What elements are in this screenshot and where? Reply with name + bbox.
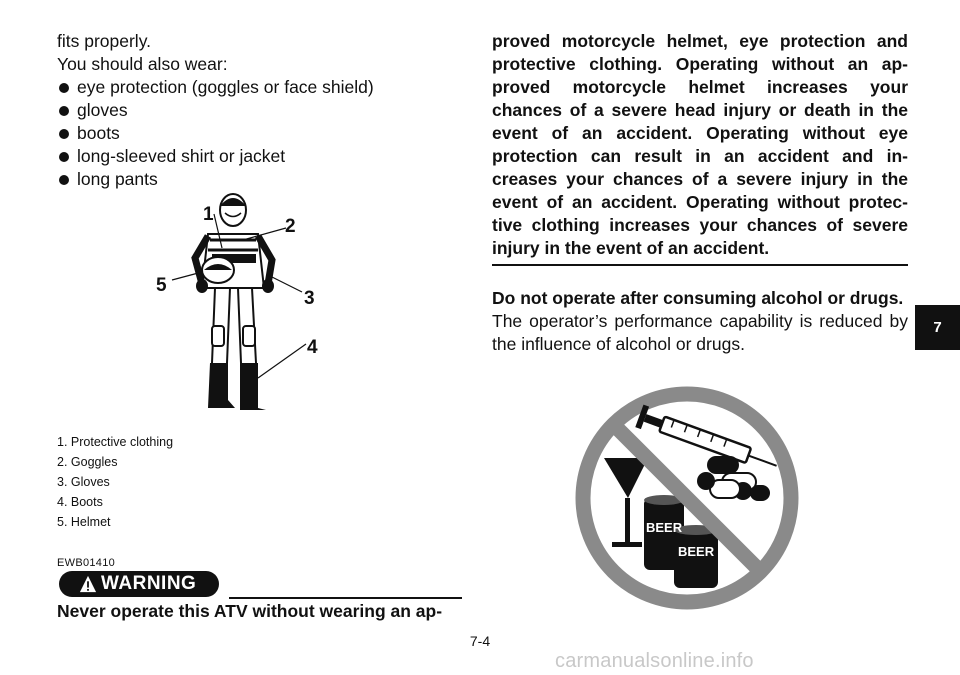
warning-badge [59, 571, 219, 597]
bullet-icon [59, 129, 69, 139]
warning-label: WARNING [101, 573, 197, 594]
bullet-item: boots [57, 122, 462, 145]
warning-text: Never operate this ATV without wearing an ap- [57, 601, 443, 621]
watermark: carmanualsonline.info [555, 650, 754, 672]
callout-number-3: 3 [304, 288, 315, 309]
alcohol-text: The operator’s performance capability is reduced by the influence of alcohol or drugs. [492, 311, 908, 354]
intro-line-1: fits properly. [57, 31, 152, 51]
left-column [57, 30, 462, 191]
warning-code: EWB01410 [57, 557, 116, 569]
bullet-item: eye protection (goggles or face shield) [57, 76, 462, 99]
bullet-icon [59, 106, 69, 116]
callout-item: 5. Helmet [57, 515, 111, 529]
bullet-icon [59, 83, 69, 93]
bullet-item: long pants [57, 168, 462, 191]
can-label: BEER [646, 520, 683, 535]
bullet-item: gloves [57, 99, 462, 122]
callout-number-5: 5 [156, 275, 167, 296]
intro-line-2: You should also wear: [57, 54, 228, 74]
callout-number-2: 2 [285, 216, 296, 237]
callout-list [57, 432, 173, 532]
right-column [492, 30, 908, 356]
warning-header [57, 570, 462, 600]
callout-number-1: 1 [203, 204, 214, 225]
warning-continuation: proved motorcycle helmet, eye protection and protective clothing. Operating without an ap-proved motorcycle helmet increases your chances of a severe head injury or death in the event of an accident. Operating without eye protection can result in an accident and in-creases your chances of a severe injury in the event of an accident. Operating without protec-tive clothing increases your chances of severe injury in the event of an accident. [492, 31, 908, 258]
no-alcohol-drugs-illustration [572, 380, 802, 610]
bullet-icon [59, 175, 69, 185]
callout-item: 2. Goggles [57, 455, 118, 469]
alcohol-heading: Do not operate after consuming alcohol or drugs. [492, 288, 904, 308]
callout-item: 1. Protective clothing [57, 435, 174, 449]
callout-number-4: 4 [307, 337, 318, 358]
callout-item: 3. Gloves [57, 475, 110, 489]
page-number: 7-4 [469, 633, 491, 649]
warning-triangle-icon [79, 575, 97, 593]
warning-end-rule [492, 264, 908, 266]
bullet-icon [59, 152, 69, 162]
protective-gear-illustration [140, 188, 340, 418]
section-tab: 7 [915, 305, 960, 350]
warning-rule [229, 597, 462, 599]
can-label: BEER [678, 544, 715, 559]
callout-item: 4. Boots [57, 495, 103, 509]
bullet-item: long-sleeved shirt or jacket [57, 145, 462, 168]
